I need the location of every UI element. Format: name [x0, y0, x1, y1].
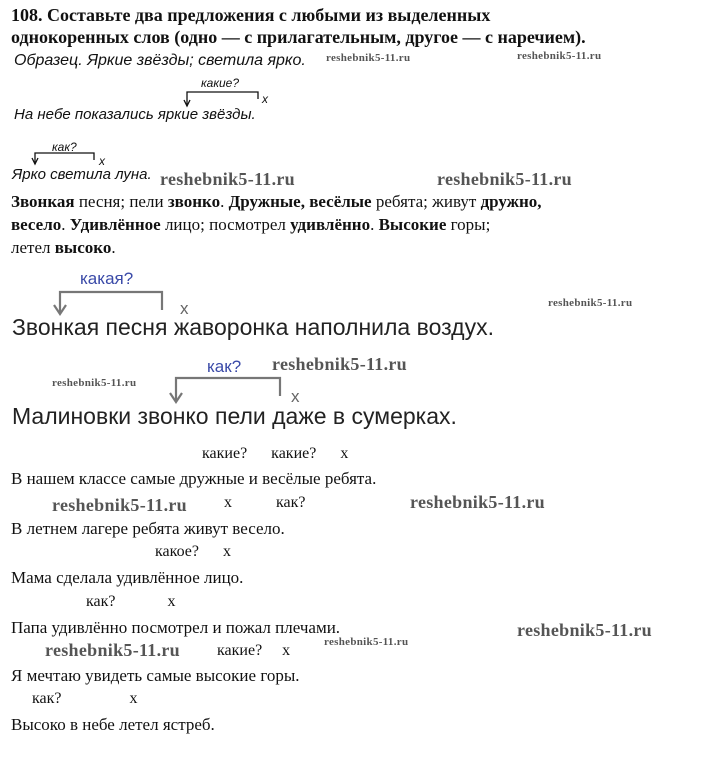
- exercise-questions: как? x: [86, 593, 176, 610]
- watermark: reshebnik5-11.ru: [324, 636, 409, 648]
- sample-sentence-2: Ярко светила луна.: [12, 166, 152, 183]
- exercise-sentence: Я мечтаю увидеть самые высокие горы.: [11, 666, 300, 685]
- watermark: reshebnik5-11.ru: [272, 354, 407, 374]
- sample-x-1: x: [262, 92, 268, 106]
- sample-arrow-1: [187, 92, 258, 106]
- word-list-line-2: весело. Удивлённое лицо; посмотрел удивлённо. Высокие горы;: [11, 215, 491, 234]
- big-sentence-1: Звонкая песня жаворонка наполнила воздух.: [12, 314, 494, 340]
- exercise-sentence: Мама сделала удивлённое лицо.: [11, 568, 244, 587]
- exercise-questions: какие? x: [217, 642, 291, 659]
- sample-sentence-1: На небе показались яркие звёзды.: [14, 106, 256, 123]
- big-arrow-2: [176, 378, 280, 402]
- big-question-1: какая?: [80, 269, 134, 288]
- sample-question-1: какие?: [201, 76, 240, 90]
- exercise-sentence: Высоко в небе летел ястреб.: [11, 715, 215, 734]
- watermark: reshebnik5-11.ru: [45, 640, 180, 660]
- big-x-1: x: [180, 299, 189, 318]
- exercise-sentence: В летнем лагере ребята живут весело.: [11, 519, 285, 538]
- watermark: reshebnik5-11.ru: [517, 50, 602, 62]
- watermark: reshebnik5-11.ru: [548, 297, 633, 309]
- big-question-2: как?: [207, 357, 242, 376]
- exercise-sentence: В нашем классе самые дружные и весёлые ребята.: [11, 469, 377, 488]
- big-sentence-2: Малиновки звонко пели даже в сумерках.: [12, 403, 457, 429]
- task-line-1: 108. Составьте два предложения с любыми из выделенных: [11, 5, 491, 25]
- watermark: reshebnik5-11.ru: [437, 169, 572, 189]
- sample-header: Образец. Яркие звёзды; светила ярко.: [14, 52, 306, 69]
- task-line-2: однокоренных слов (одно — с прилагательным, другое — с наречием).: [11, 27, 586, 47]
- watermark: reshebnik5-11.ru: [517, 620, 652, 640]
- exercise-questions: какое? x: [155, 543, 231, 560]
- sample-arrow-2: [35, 153, 94, 164]
- big-x-2: x: [291, 387, 300, 406]
- sample-x-2: x: [99, 154, 105, 168]
- watermark: reshebnik5-11.ru: [52, 495, 187, 515]
- word-list-line-3: летел высоко.: [11, 238, 116, 257]
- big-arrow-1: [60, 292, 162, 314]
- watermark: reshebnik5-11.ru: [52, 377, 137, 389]
- watermark: reshebnik5-11.ru: [410, 492, 545, 512]
- exercise-questions: какие? какие? x: [202, 445, 349, 462]
- exercise-questions: x как?: [224, 494, 306, 511]
- word-list-line-1: Звонкая песня; пели звонко. Дружные, весёлые ребята; живут дружно,: [11, 192, 542, 211]
- watermark: reshebnik5-11.ru: [326, 52, 411, 64]
- sample-question-2: как?: [52, 140, 77, 154]
- watermark: reshebnik5-11.ru: [160, 169, 295, 189]
- exercise-questions: как? x: [32, 690, 138, 707]
- exercise-sentence: Папа удивлённо посмотрел и пожал плечами.: [11, 618, 341, 637]
